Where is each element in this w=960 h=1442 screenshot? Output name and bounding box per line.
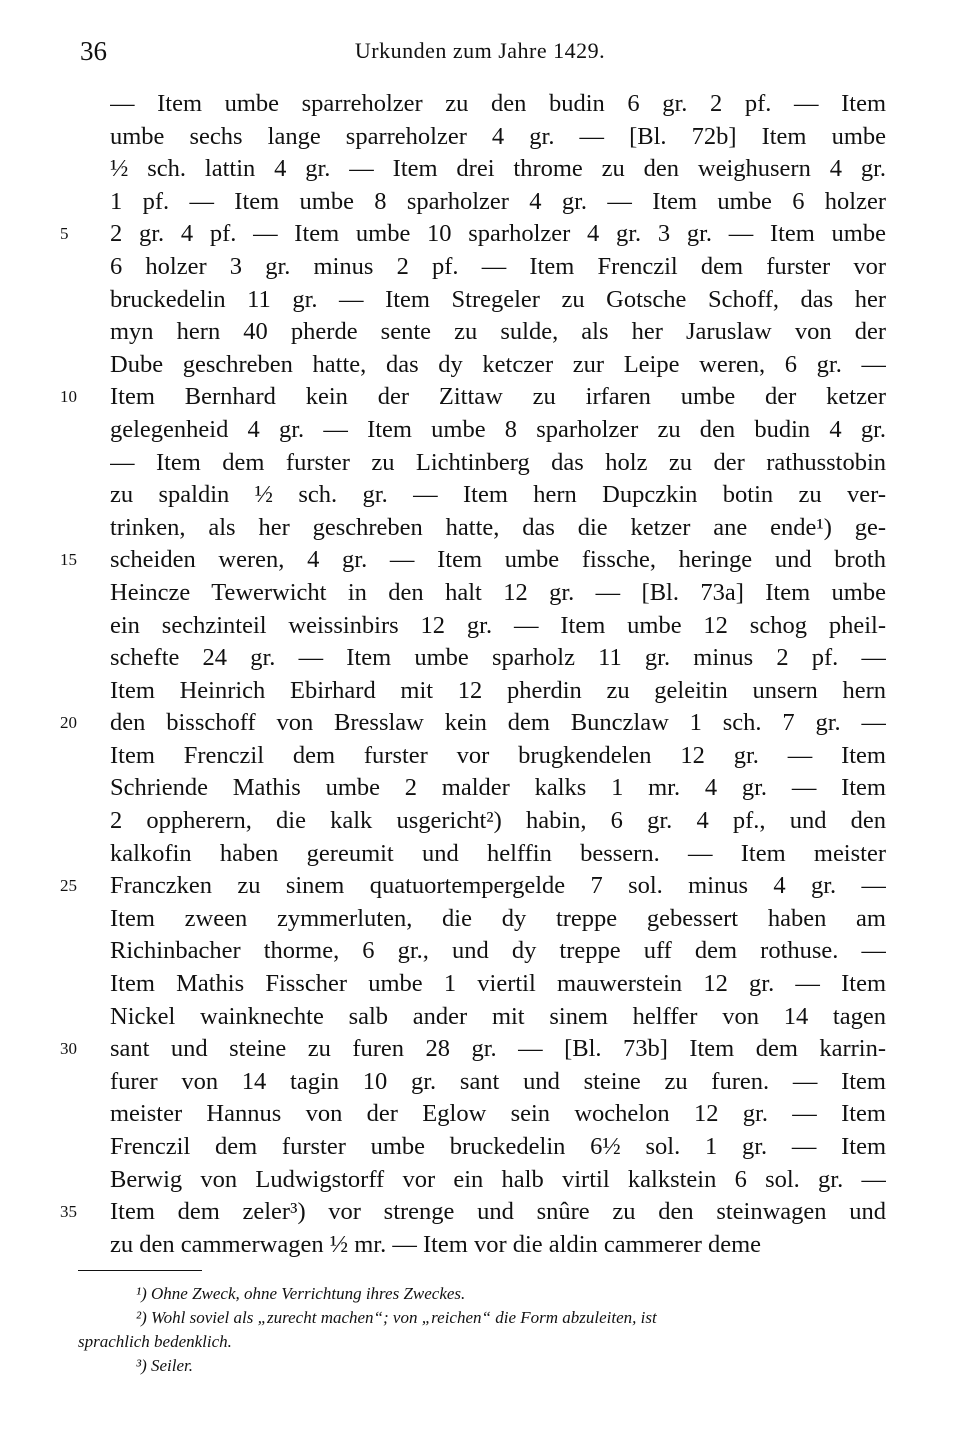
- line-text: umbe sechs lange sparreholzer 4 gr. — [Bl. 72b] Item umbe: [110, 122, 886, 150]
- text-line: [0, 740, 960, 773]
- text-line: [0, 935, 960, 968]
- text-line: [0, 381, 960, 414]
- line-text: Item zween zymmerluten, die dy treppe gebessert haben am: [110, 904, 886, 932]
- line-text: zu den cammerwagen ½ mr. — Item vor die aldin cammerer deme: [110, 1230, 762, 1258]
- text-line: [0, 707, 960, 740]
- text-line: [0, 284, 960, 317]
- line-text: Item Frenczil dem furster vor brugkendelen 12 gr. — Item: [110, 741, 886, 769]
- text-line: [0, 1164, 960, 1197]
- line-text: Item Heinrich Ebirhard mit 12 pherdin zu geleitin unsern hern: [110, 676, 886, 704]
- text-line: [0, 186, 960, 219]
- text-line: [0, 577, 960, 610]
- text-line: [0, 251, 960, 284]
- line-text: Richinbacher thorme, 6 gr., und dy treppe uff dem rothuse. —: [110, 937, 886, 965]
- line-text: 2 oppherern, die kalk usgericht²) habin, 6 gr. 4 pf., und den: [110, 807, 886, 835]
- line-text: Nickel wainknechte salb ander mit sinem helffer von 14 tagen: [110, 1002, 886, 1030]
- line-text: scheiden weren, 4 gr. — Item umbe fissche, heringe und broth: [110, 546, 886, 574]
- line-text: bruckedelin 11 gr. — Item Stregeler zu Gotsche Schoff, das her: [110, 285, 886, 313]
- text-line: [0, 349, 960, 382]
- line-text: sant und steine zu furen 28 gr. — [Bl. 73b] Item dem karrin-: [110, 1035, 886, 1063]
- text-line: [0, 1196, 960, 1229]
- text-line: [0, 447, 960, 480]
- line-text: Item Bernhard kein der Zittaw zu irfaren umbe der ketzer: [110, 383, 886, 411]
- line-number: 5: [60, 224, 69, 244]
- text-line: [0, 1066, 960, 1099]
- text-line: [0, 870, 960, 903]
- line-text: meister Hannus von der Eglow sein wochelon 12 gr. — Item: [110, 1100, 886, 1128]
- text-line: [0, 772, 960, 805]
- text-line: [0, 544, 960, 577]
- running-title: Urkunden zum Jahre 1429.: [354, 38, 606, 63]
- line-text: zu spaldin ½ sch. gr. — Item hern Dupczkin botin zu ver-: [110, 481, 886, 509]
- line-text: myn hern 40 pherde sente zu sulde, als her Jaruslaw von der: [110, 318, 886, 346]
- text-line: [0, 88, 960, 121]
- line-text: trinken, als her geschreben hatte, das die ketzer ane ende¹) ge-: [110, 513, 886, 541]
- line-text: — Item dem furster zu Lichtinberg das holz zu der rathusstobin: [110, 448, 886, 476]
- line-text: gelegenheid 4 gr. — Item umbe 8 sparholzer zu den budin 4 gr.: [110, 415, 886, 443]
- line-text: kalkofin haben gereumit und helffin bessern. — Item meister: [110, 839, 886, 867]
- footnote-2: ²) Wohl soviel als „zurecht machen“; von „reichen“ die Form abzuleiten, ist: [136, 1308, 657, 1327]
- line-number: 10: [60, 387, 77, 407]
- text-line: [0, 805, 960, 838]
- text-line: [0, 218, 960, 251]
- line-text: Schriende Mathis umbe 2 malder kalks 1 mr. 4 gr. — Item: [110, 774, 886, 802]
- main-text: [0, 88, 960, 1261]
- line-number: 15: [60, 550, 77, 570]
- footnote-2-continuation: sprachlich bedenklich.: [78, 1332, 232, 1351]
- text-line: [0, 838, 960, 871]
- line-text: Item Mathis Fisscher umbe 1 viertil mauwerstein 12 gr. — Item: [110, 970, 886, 998]
- line-number: 30: [60, 1039, 77, 1059]
- text-line: [0, 610, 960, 643]
- line-text: ½ sch. lattin 4 gr. — Item drei throme zu den weighusern 4 gr.: [110, 155, 886, 183]
- line-text: Dube geschreben hatte, das dy ketczer zur Leipe weren, 6 gr. —: [110, 350, 886, 378]
- text-line: [0, 121, 960, 154]
- line-text: Frenczil dem furster umbe bruckedelin 6½ sol. 1 gr. — Item: [110, 1133, 886, 1160]
- footnote-divider: [78, 1270, 202, 1271]
- text-line: [0, 414, 960, 447]
- line-text: furer von 14 tagin 10 gr. sant und steine zu furen. — Item: [110, 1067, 886, 1095]
- text-line: [0, 968, 960, 1001]
- line-text: ein sechzinteil weissinbirs 12 gr. — Item umbe 12 schog pheil-: [110, 611, 886, 639]
- line-text: Heincze Tewerwicht in den halt 12 gr. — [Bl. 73a] Item umbe: [110, 578, 886, 606]
- line-text: schefte 24 gr. — Item umbe sparholz 11 gr. minus 2 pf. —: [110, 644, 886, 672]
- text-line: [0, 1131, 960, 1164]
- line-text: Berwig von Ludwigstorff vor ein halb virtil kalkstein 6 sol. gr. —: [110, 1165, 886, 1193]
- text-line: [0, 903, 960, 936]
- line-text: — Item umbe sparreholzer zu den budin 6 gr. 2 pf. — Item: [110, 90, 886, 117]
- line-text: 1 pf. — Item umbe 8 sparholzer 4 gr. — Item umbe 6 holzer: [110, 187, 886, 215]
- text-line: [0, 479, 960, 512]
- line-text: Franczken zu sinem quatuortempergelde 7 sol. minus 4 gr. —: [110, 872, 886, 900]
- page-number: 36: [80, 36, 107, 66]
- line-number: 35: [60, 1202, 77, 1222]
- line-text: 6 holzer 3 gr. minus 2 pf. — Item Frenczil dem furster vor: [110, 252, 886, 280]
- page-header: [0, 0, 960, 80]
- text-line: [0, 1229, 960, 1262]
- line-text: 2 gr. 4 pf. — Item umbe 10 sparholzer 4 gr. 3 gr. — Item umbe: [110, 220, 886, 248]
- text-line: [0, 512, 960, 545]
- text-line: [0, 642, 960, 675]
- line-number: 25: [60, 876, 77, 896]
- line-text: Item dem zeler³) vor strenge und snûre zu den steinwagen und: [110, 1198, 886, 1226]
- footnote-1: ¹) Ohne Zweck, ohne Verrichtung ihres Zweckes.: [136, 1284, 466, 1303]
- text-line: [0, 675, 960, 708]
- line-number: 20: [60, 713, 77, 733]
- text-line: [0, 316, 960, 349]
- text-line: [0, 1033, 960, 1066]
- text-line: [0, 153, 960, 186]
- line-text: den bisschoff von Bresslaw kein dem Bunczlaw 1 sch. 7 gr. —: [110, 709, 886, 737]
- text-line: [0, 1098, 960, 1131]
- text-line: [0, 1001, 960, 1034]
- footnote-3: ³) Seiler.: [136, 1356, 194, 1375]
- footnotes: [78, 1282, 886, 1378]
